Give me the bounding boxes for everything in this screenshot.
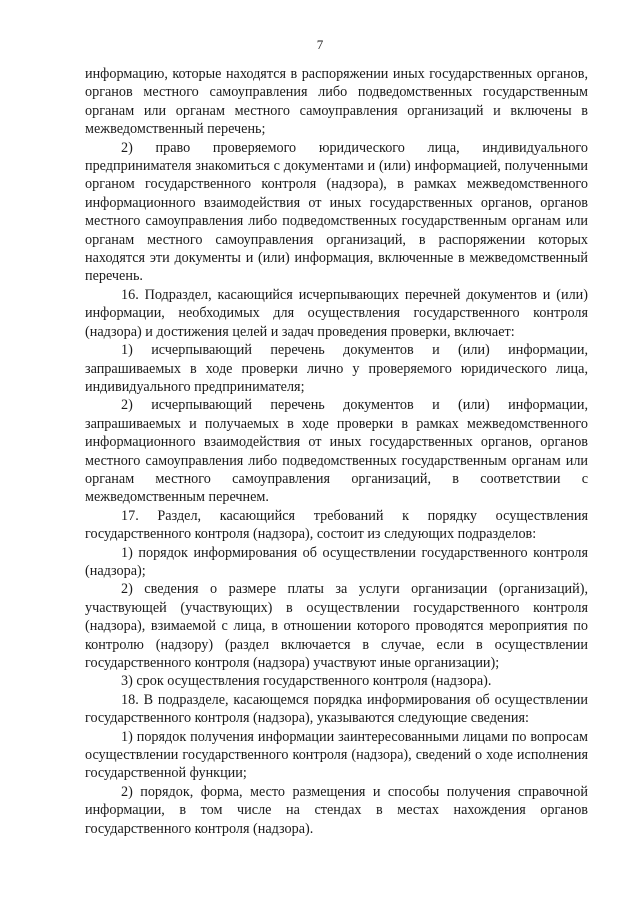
paragraph-17: 17. Раздел, касающийся требований к порядку осуществления государственного контроля (надзора), состоит из следующих подразделов: bbox=[85, 507, 588, 543]
paragraph-continuation: информацию, которые находятся в распоряжении иных государственных органов, органов местного самоуправления либо подведомственных государственным органам или органам местного самоуправления организаций и включены в межведомственный перечень; bbox=[85, 66, 588, 138]
paragraph-17-item-2: 2) сведения о размере платы за услуги организации (организаций), участвующей (участвующих) в осуществлении государственного контроля (надзора), взимаемой с лица, в отношении которого проводятся мероприятия по контролю (надзору) (раздел включается в случае, если в осуществлении государственного контроля (надзора) участвуют иные организации); bbox=[85, 581, 588, 671]
paragraph-18: 18. В подразделе, касающемся порядка информирования об осуществлении государственного контроля (надзора), указываются следующие сведения: bbox=[85, 691, 588, 727]
paragraph-item-2-right-to-review: 2) право проверяемого юридического лица, индивидуального предпринимателя знакомиться с документами и (или) информацией, полученными органом государственного контроля (надзора), в рамках межведомственного информационного взаимодействия от иных государственных органов, органов местного самоуправления либо подведомственных государственным органам или органам местного самоуправления организаций, в распоряжении которых находятся эти документы и (или) информация, включенные в межведомственный перечень. bbox=[85, 139, 588, 285]
paragraph-16-item-2: 2) исчерпывающий перечень документов и (или) информации, запрашиваемых и получаемых в ходе проверки в рамках межведомственного информационного взаимодействия от иных государственных органов, органов местного самоуправления либо подведомственных государственным органам или органам местного самоуправления организаций, в соответствии с межведомственным перечнем. bbox=[85, 397, 588, 506]
paragraph-17-item-3: 3) срок осуществления государственного контроля (надзора). bbox=[121, 673, 492, 690]
paragraph-16-item-1: 1) исчерпывающий перечень документов и (или) информации, запрашиваемых в ходе проверки лично у проверяемого юридического лица, индивидуального предпринимателя; bbox=[85, 342, 588, 395]
page-number: 7 bbox=[316, 37, 324, 52]
paragraph-17-item-1: 1) порядок информирования об осуществлении государственного контроля (надзора); bbox=[85, 544, 588, 579]
paragraph-18-item-2: 2) порядок, форма, место размещения и способы получения справочной информации, в том числе на стендах в местах нахождения органов государственного контроля (надзора). bbox=[85, 783, 588, 837]
document-body bbox=[85, 65, 588, 838]
paragraph-16: 16. Подраздел, касающийся исчерпывающих перечней документов и (или) информации, необходимых для осуществления государственного контроля (надзора) и достижения целей и задач проведения проверки, включает: bbox=[85, 286, 588, 340]
paragraph-18-item-1: 1) порядок получения информации заинтересованными лицами по вопросам осуществлении государственного контроля (надзора), сведений о ходе исполнения государственной функции; bbox=[85, 728, 588, 782]
